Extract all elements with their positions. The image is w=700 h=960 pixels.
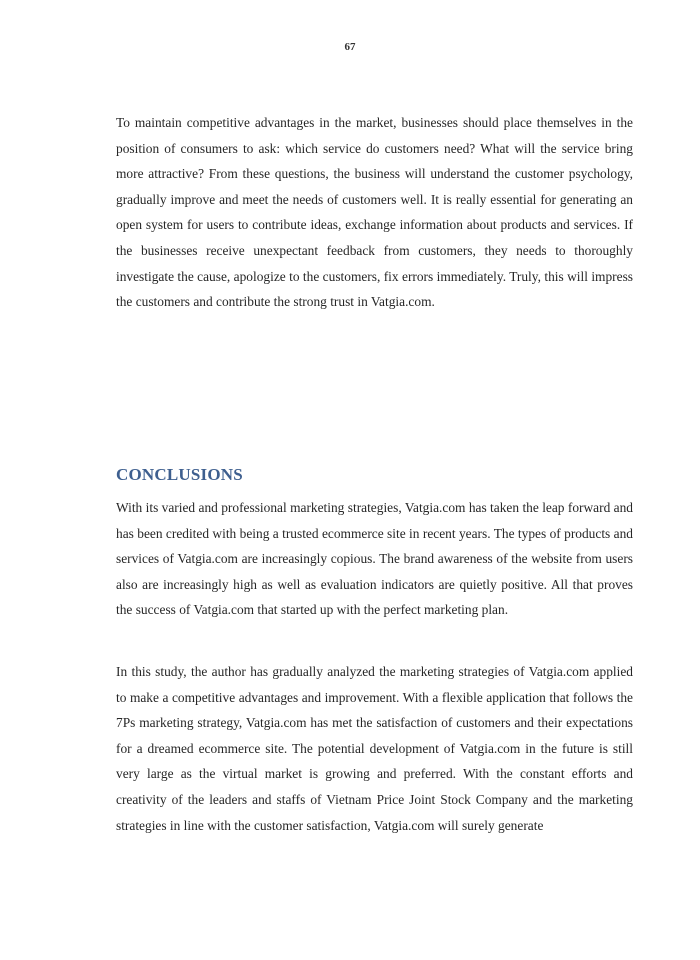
- intro-paragraph: To maintain competitive advantages in the market, businesses should place themselves in the position of consumers to ask: which service do customers need? What will the service bring more attractive? From these questions, the business will understand the customer psychology, gradually improve and meet the needs of customers well. It is really essential for generating an open system for users to contribute ideas, exchange information about products and services. If the businesses receive unexpectant feedback from customers, they needs to thoroughly investigate the cause, apologize to the customers, fix errors immediately. Truly, this will impress the customers and contribute the strong trust in Vatgia.com.: [116, 115, 633, 310]
- conclusions-paragraph-2: In this study, the author has gradually analyzed the marketing strategies of Vatgia.com applied to make a competitive advantages and improvement. With a flexible application that follows the 7Ps marketing strategy, Vatgia.com has met the satisfaction of customers and their expectations for a dreamed ecommerce site. The potential development of Vatgia.com in the future is still very large as the virtual market is growing and preferred. With the constant efforts and creativity of the leaders and staffs of Vietnam Price Joint Stock Company and the marketing strategies in line with the customer satisfaction, Vatgia.com will surely generate: [116, 664, 633, 833]
- page-number: 67: [344, 41, 356, 53]
- conclusions-paragraph-1: With its varied and professional marketing strategies, Vatgia.com has taken the leap forward and has been credited with being a trusted ecommerce site in recent years. The types of products and services of Vatgia.com are increasingly copious. The brand awareness of the website from users also are increasingly high as well as evaluation indicators are quietly positive. All that proves the success of Vatgia.com that started up with the perfect marketing plan.: [116, 500, 633, 618]
- conclusions-heading: CONCLUSIONS: [116, 465, 243, 484]
